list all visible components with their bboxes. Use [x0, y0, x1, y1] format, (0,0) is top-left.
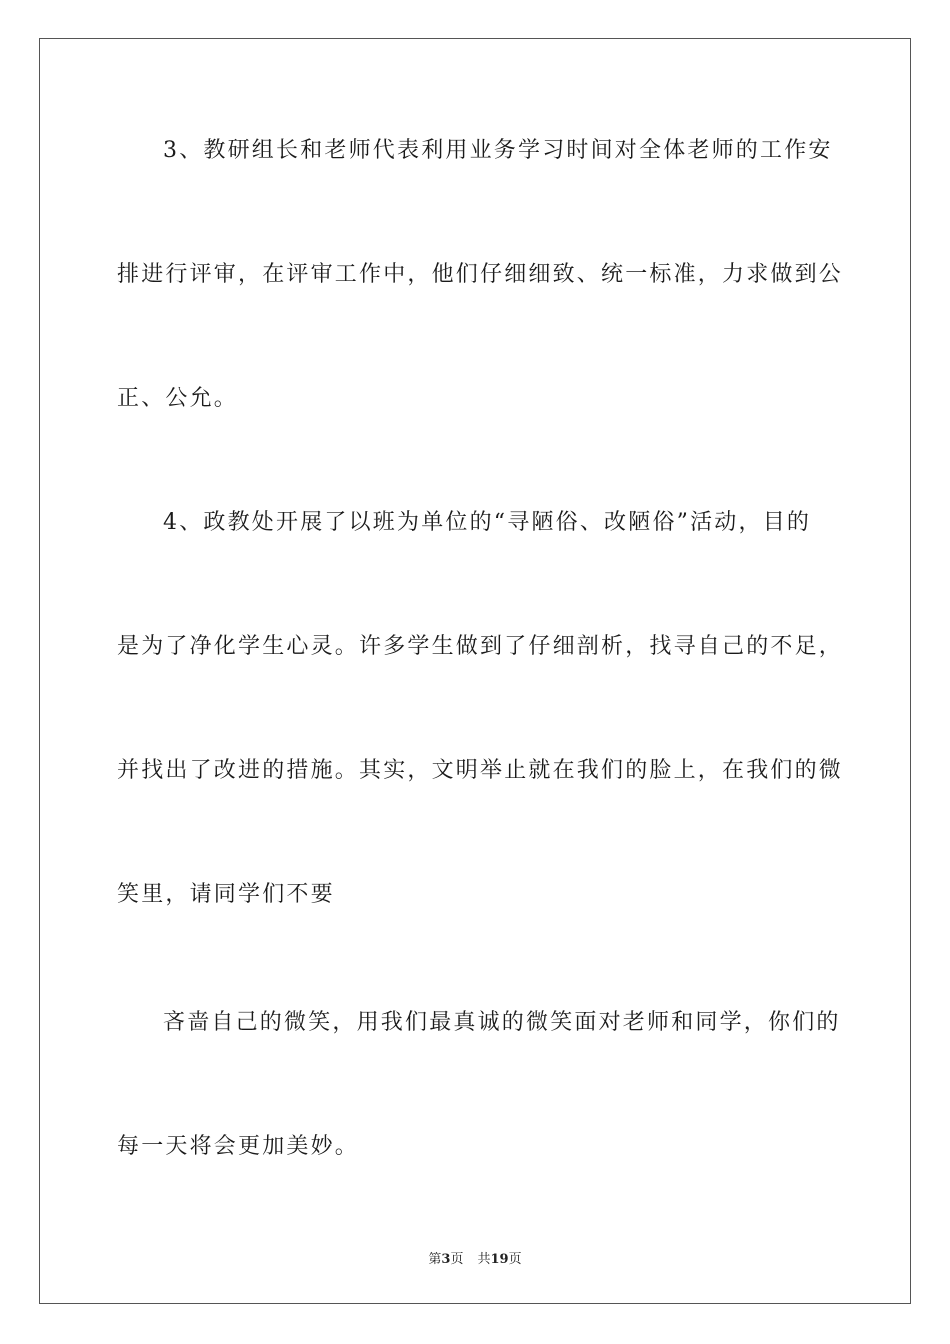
page-prefix: 第: [428, 1252, 442, 1267]
paragraph-line: 笑里，请同学们不要: [117, 882, 335, 907]
paragraph-line: 排进行评审，在评审工作中，他们仔细细致、统一标准，力求做到公: [117, 262, 844, 287]
paragraph-line: 3、教研组长和老师代表利用业务学习时间对全体老师的工作安: [163, 138, 833, 163]
paragraph-line: 每一天将会更加美妙。: [117, 1134, 360, 1159]
paragraph-line: 并找出了改进的措施。其实，文明举止就在我们的脸上，在我们的微: [117, 758, 844, 783]
total-pages: 19: [490, 1252, 509, 1267]
paragraph-line: 正、公允。: [117, 386, 239, 411]
paragraph-line: 是为了净化学生心灵。许多学生做到了仔细剖析，找寻自己的不足，: [117, 634, 844, 659]
page-border: [39, 38, 911, 1304]
page-footer: [0, 1248, 950, 1267]
page-number: 3: [441, 1252, 451, 1267]
paragraph-line: 吝啬自己的微笑，用我们最真诚的微笑面对老师和同学，你们的: [163, 1010, 841, 1035]
paragraph-line: 4、政教处开展了以班为单位的“寻陋俗、改陋俗”活动，目的: [163, 510, 812, 535]
total-prefix: 共: [477, 1252, 491, 1267]
page-suffix: 页: [450, 1252, 464, 1267]
total-suffix: 页: [508, 1252, 522, 1267]
